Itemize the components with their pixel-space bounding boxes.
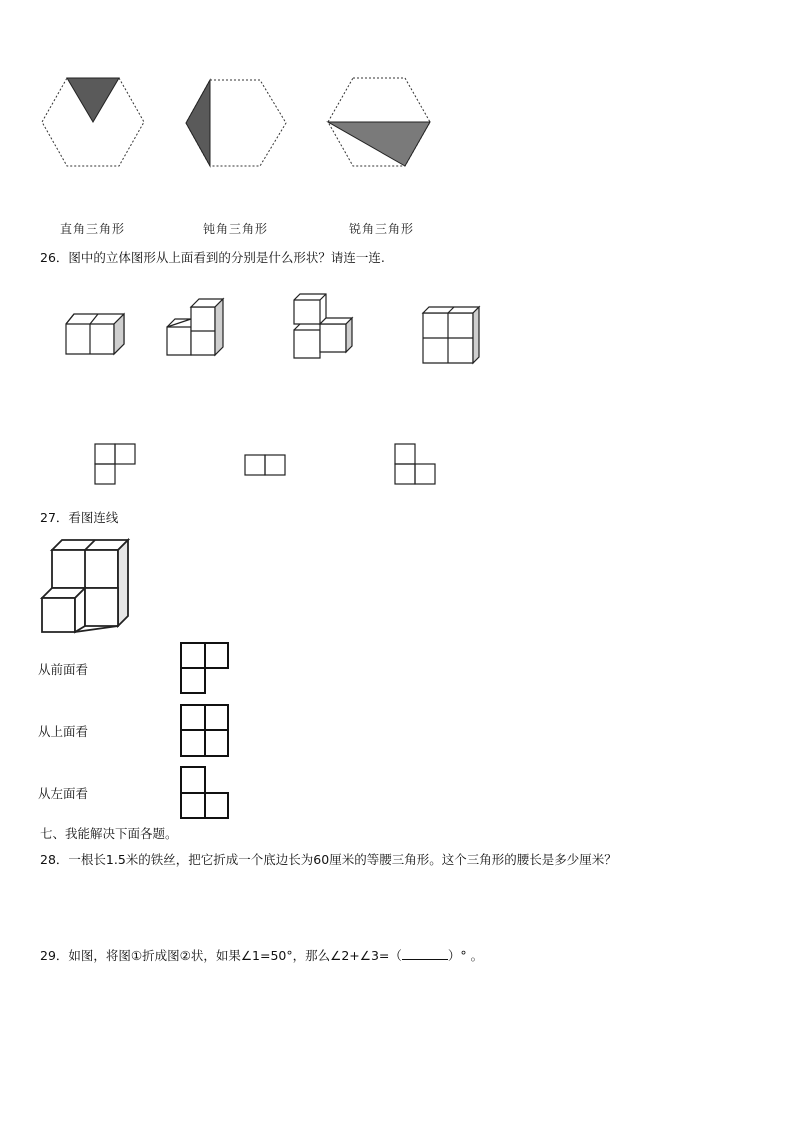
solid-figure-1 [64,312,128,356]
solid-figure-q27 [40,538,132,634]
question-29-prefix: 29．如图，将图①折成图②状，如果∠1=50°，那么∠2+∠3=（ [40,948,402,963]
view-shape-left [180,766,230,820]
answer-blank[interactable] [402,947,448,960]
question-26-text: 26．图中的立体图形从上面看到的分别是什么形状？请连一连. [40,250,385,265]
caption-obtuse-triangle: 钝角三角形 [203,222,269,236]
caption-right-triangle: 直角三角形 [60,222,126,236]
hexagon-acute-triangle-figure [326,76,432,168]
view-shape-front [180,642,230,694]
question-29-suffix: ）° 。 [447,948,484,963]
question-28-text: 28．一根长1.5米的铁丝，把它折成一个底边长为60厘米的等腰三角形。这个三角形的腰长是多少厘米？ [40,852,617,867]
top-view-shape-2 [244,454,286,476]
question-29-line [40,947,483,964]
caption-acute-triangle: 锐角三角形 [349,222,415,236]
solid-figure-3 [292,292,362,362]
solid-figure-4 [421,305,483,367]
view-label-front: 从前面看 [38,662,89,677]
section-7-heading: 七、我能解决下面各题。 [40,826,178,841]
top-view-shape-3 [394,443,436,485]
view-label-top: 从上面看 [38,724,89,739]
top-view-shape-1 [94,443,136,485]
solid-figure-2 [165,297,227,359]
hexagon-right-triangle-figure [40,76,146,168]
view-label-left: 从左面看 [38,786,89,801]
view-shape-top [180,704,230,758]
question-27-text: 27．看图连线 [40,510,119,525]
hexagon-obtuse-triangle-figure [184,78,288,168]
